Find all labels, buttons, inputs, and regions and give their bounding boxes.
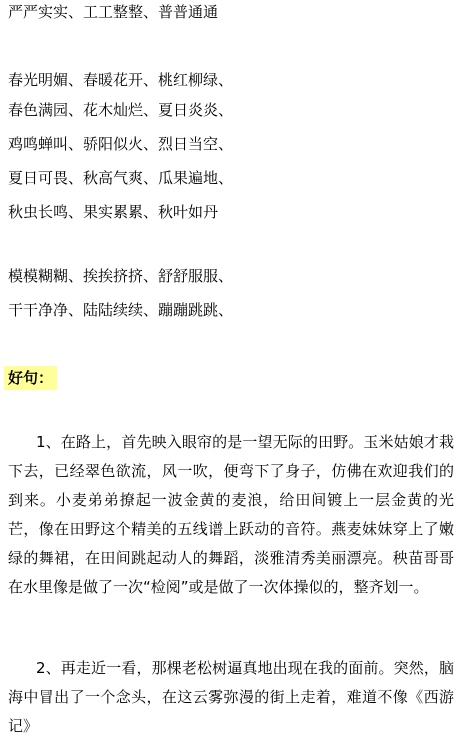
word-line: 秋虫长鸣、果实累累、秋叶如丹	[8, 203, 219, 221]
word-line: 严严实实、工工整整、普普通通	[8, 3, 219, 21]
word-line: 鸡鸣蝉叫、骄阳似火、烈日当空、	[8, 135, 234, 153]
paragraph: 2、再走近一看，那棵老松树逼真地出现在我的面前。突然，脑海中冒出了一个念头，在这云雾弥漫的街上走着，难道不像《西游记》	[8, 659, 454, 735]
section-heading: 好句：	[4, 366, 57, 390]
paragraph: 1、在路上，首先映入眼帘的是一望无际的田野。玉米姑娘才栽下去，已经翠色欲流，风一吹，便弯下了身子，仿佛在欢迎我们的到来。小麦弟弟撩起一波金黄的麦浪，给田间镀上一层金黄的光芒，像在田野这个精美的五线谱上跃动的音符。燕麦妹妹穿上了嫩绿的舞裙，在田间跳起动人的舞蹈，淡雅清秀美丽漂亮。秧苗哥哥在水里像是做了一次“检阅”或是做了一次体操似的，整齐划一。	[8, 433, 454, 596]
word-line: 春色满园、花木灿烂、夏日炎炎、	[8, 101, 234, 119]
word-line: 春光明媚、春暖花开、桃红柳绿、	[8, 71, 234, 89]
word-line: 干干净净、陆陆续续、蹦蹦跳跳、	[8, 301, 234, 319]
word-line: 夏日可畏、秋高气爽、瓜果遍地、	[8, 169, 234, 187]
word-line: 模模糊糊、挨挨挤挤、舒舒服服、	[8, 267, 234, 285]
